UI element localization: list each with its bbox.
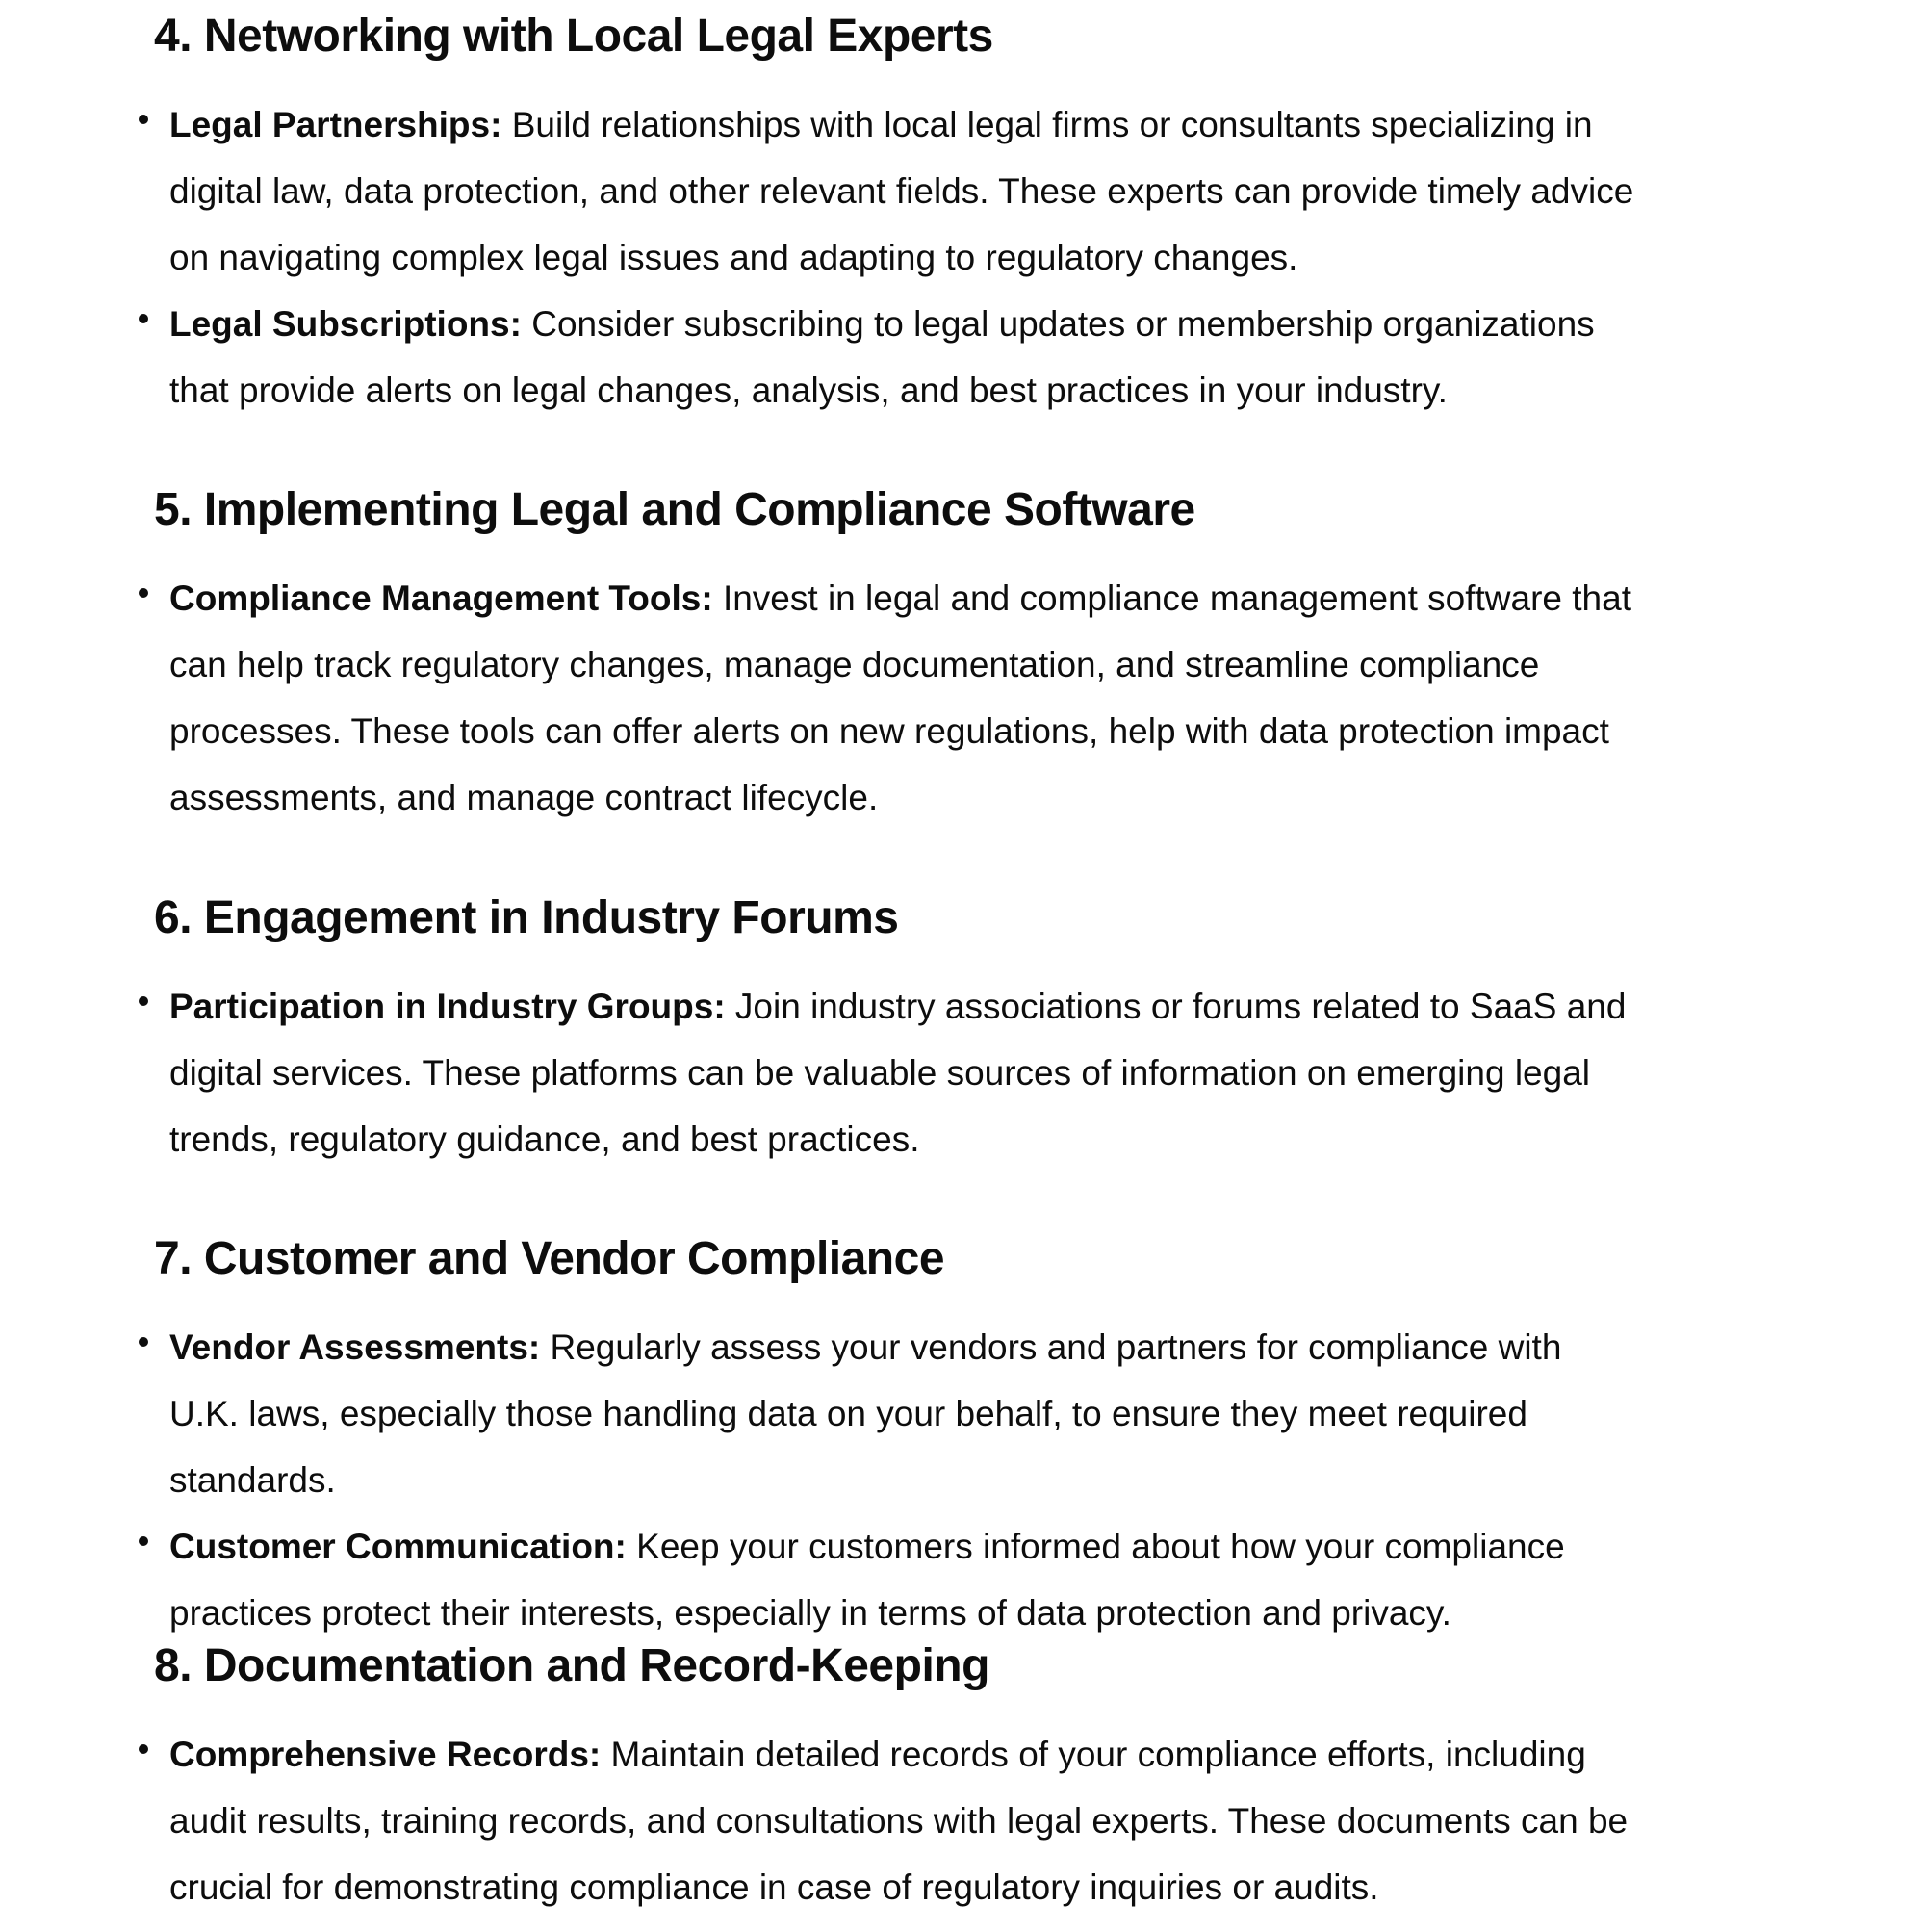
bullet-list [0,973,1636,1172]
bullet-icon [139,588,148,598]
section-heading: 8. Documentation and Record-Keeping [154,1640,989,1691]
bullet-text: Maintain detailed records of your compliance efforts, including audit results, training records, and consultations with legal experts. These documents can be crucial for demonstrating compliance in case of regulatory inquiries or audits. [169,1735,1629,1907]
bullet-list [0,1314,1636,1646]
bullet-text: Regularly assess your vendors and partners for compliance with U.K. laws, especially those handling data on your behalf, to ensure they meet required standards. [169,1327,1562,1500]
bullet-icon [139,1337,148,1347]
bullet-icon [139,1744,148,1754]
bullet-text: Build relationships with local legal firms or consultants specializing in digital law, data protection, and other relevant fields. These experts can provide timely advice on navigating complex legal issues and adapting to regulatory changes. [169,105,1634,277]
bullet-term: Legal Subscriptions: [169,304,522,344]
bullet-term: Legal Partnerships: [169,105,502,144]
bullet-icon [139,996,148,1006]
list-item [0,565,1636,831]
bullet-text: Invest in legal and compliance management software that can help track regulatory changes, manage documentation, and streamline compliance processes. These tools can offer alerts on new regulations, help with data protection impact assessments, and manage contract lifecycle. [169,579,1631,817]
bullet-icon [139,1536,148,1546]
list-item [0,91,1636,291]
bullet-text: Keep your customers informed about how your compliance practices protect their interests, especially in terms of data protection and privacy. [169,1527,1565,1633]
bullet-icon [139,115,148,124]
bullet-list [0,565,1636,831]
bullet-list [0,91,1636,424]
section-heading: 6. Engagement in Industry Forums [154,892,899,943]
bullet-term: Participation in Industry Groups: [169,987,726,1026]
bullet-text: Consider subscribing to legal updates or membership organizations that provide alerts on legal changes, analysis, and best practices in your industry. [169,304,1595,410]
list-item [0,1721,1636,1920]
bullet-term: Vendor Assessments: [169,1327,541,1367]
bullet-term: Compliance Management Tools: [169,579,713,618]
bullet-list [0,1721,1636,1920]
section-heading: 4. Networking with Local Legal Experts [154,11,993,62]
list-item [0,1314,1636,1513]
bullet-term: Comprehensive Records: [169,1735,602,1774]
list-item [0,1513,1636,1646]
section-heading: 7. Customer and Vendor Compliance [154,1233,945,1284]
list-item [0,973,1636,1172]
bullet-term: Customer Communication: [169,1527,627,1566]
bullet-text: Join industry associations or forums related to SaaS and digital services. These platforms can be valuable sources of information on emerging legal trends, regulatory guidance, and best practices. [169,987,1627,1159]
list-item [0,291,1636,424]
section-heading: 5. Implementing Legal and Compliance Software [154,484,1195,535]
bullet-icon [139,314,148,323]
